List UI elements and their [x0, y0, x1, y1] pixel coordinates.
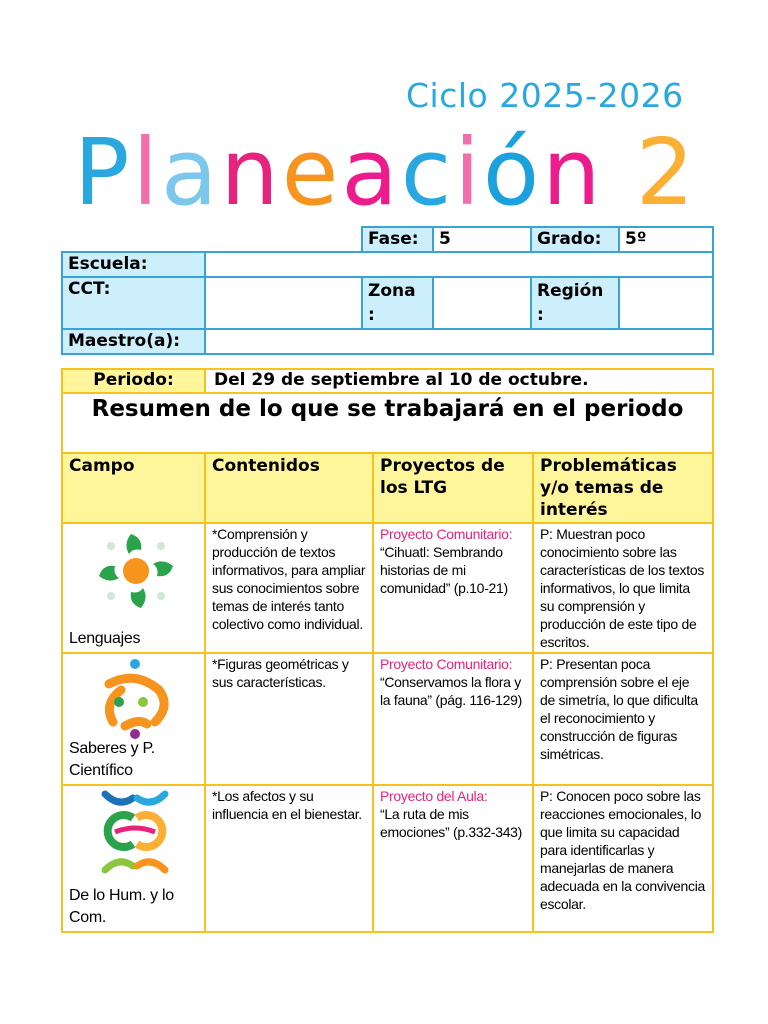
zona-label: Zona : — [362, 277, 433, 329]
proyecto-nombre: “Conservamos la flora y la fauna” (pág. 116-129) — [380, 674, 522, 708]
title-letter: i — [454, 119, 483, 226]
escuela-label: Escuela: — [62, 252, 205, 277]
region-label: Región : — [531, 277, 619, 329]
proyecto-tipo: Proyecto Comunitario: — [380, 656, 513, 672]
title-letter: 2 — [635, 119, 698, 226]
escuela-field[interactable] — [205, 252, 713, 277]
saberes-logo-icon — [89, 656, 179, 740]
title-letter — [604, 118, 636, 228]
humano-comunitario-logo-icon — [91, 788, 179, 876]
title-letter: ó — [482, 119, 543, 226]
col-header-contenidos: Contenidos — [205, 453, 373, 523]
fase-value[interactable]: 5 — [433, 227, 531, 252]
problematica-cell: P: Presentan poca comprensión sobre el eje de simetría, lo que dificulta el reconocimiento y construcción de figuras simétricas. — [533, 653, 713, 785]
problematica-cell: P: Conocen poco sobre las reacciones emocionales, lo que limita su capacidad para identificarlas y manejarlas de manera adecuada en la convivencia escolar. — [533, 785, 713, 932]
cct-field[interactable] — [205, 277, 362, 329]
resumen-title: Resumen de lo que se trabajará en el periodo — [62, 393, 713, 453]
maestro-field[interactable] — [205, 329, 713, 354]
col-header-campo: Campo — [62, 453, 205, 523]
campo-name: Lenguajes — [69, 630, 141, 647]
zona-field[interactable] — [433, 277, 531, 329]
title-letter: l — [132, 119, 162, 226]
contenidos-cell: *Figuras geométricas y sus características. — [205, 653, 373, 785]
table-row — [62, 653, 713, 785]
lenguajes-logo-icon — [91, 526, 181, 616]
contenidos-cell: *Comprensión y producción de textos informativos, para ampliar sus conocimientos sobre temas de interés tanto colectivo como individual. — [205, 523, 373, 653]
campo-cell — [62, 523, 205, 653]
maestro-label: Maestro(a): — [62, 329, 205, 354]
region-field[interactable] — [619, 277, 713, 329]
proyecto-nombre: “La ruta de mis emociones” (p.332-343) — [380, 806, 523, 840]
title-letter: c — [400, 119, 455, 226]
proyecto-cell — [373, 785, 533, 932]
grado-label: Grado: — [531, 227, 619, 252]
info-blank — [62, 227, 362, 252]
periodo-label: Periodo: — [62, 369, 205, 393]
title-letter: n — [542, 119, 604, 226]
campo-cell — [62, 653, 205, 785]
title-letter: e — [281, 119, 342, 226]
col-header-proyectos: Proyectos de los LTG — [373, 453, 533, 523]
periodo-value[interactable]: Del 29 de septiembre al 10 de octubre. — [205, 369, 713, 393]
col-header-problematicas: Problemáticas y/o temas de interés — [533, 453, 713, 523]
proyecto-cell — [373, 653, 533, 785]
proyecto-cell — [373, 523, 533, 653]
proyecto-tipo: Proyecto Comunitario: — [380, 526, 513, 542]
title-letter: P — [74, 119, 133, 226]
page-title — [74, 118, 697, 228]
plan-table — [61, 368, 714, 933]
cct-label: CCT: — [62, 277, 205, 329]
table-row — [62, 523, 713, 653]
proyecto-nombre: “Cihuatl: Sembrando historias de mi comunidad” (p.10-21) — [380, 544, 508, 596]
title-letter: n — [220, 119, 282, 226]
campo-name: De lo Hum. y lo Com. — [69, 887, 174, 926]
problematica-cell: P: Muestran poco conocimiento sobre las características de los textos informativos, lo que limita su comprensión y producción de este tipo de escritos. — [533, 523, 713, 653]
proyecto-tipo: Proyecto del Aula: — [380, 788, 488, 804]
campo-cell — [62, 785, 205, 932]
contenidos-cell: *Los afectos y su influencia en el bienestar. — [205, 785, 373, 932]
ciclo-label: Ciclo 2025-2026 — [406, 76, 684, 115]
table-row — [62, 785, 713, 932]
plan-header-row — [62, 453, 713, 523]
title-letter: a — [161, 119, 221, 226]
fase-label: Fase: — [362, 227, 433, 252]
grado-value[interactable]: 5º — [619, 227, 713, 252]
campo-name: Saberes y P. Científico — [69, 740, 155, 779]
info-table — [61, 226, 714, 355]
title-letter: a — [341, 119, 401, 226]
